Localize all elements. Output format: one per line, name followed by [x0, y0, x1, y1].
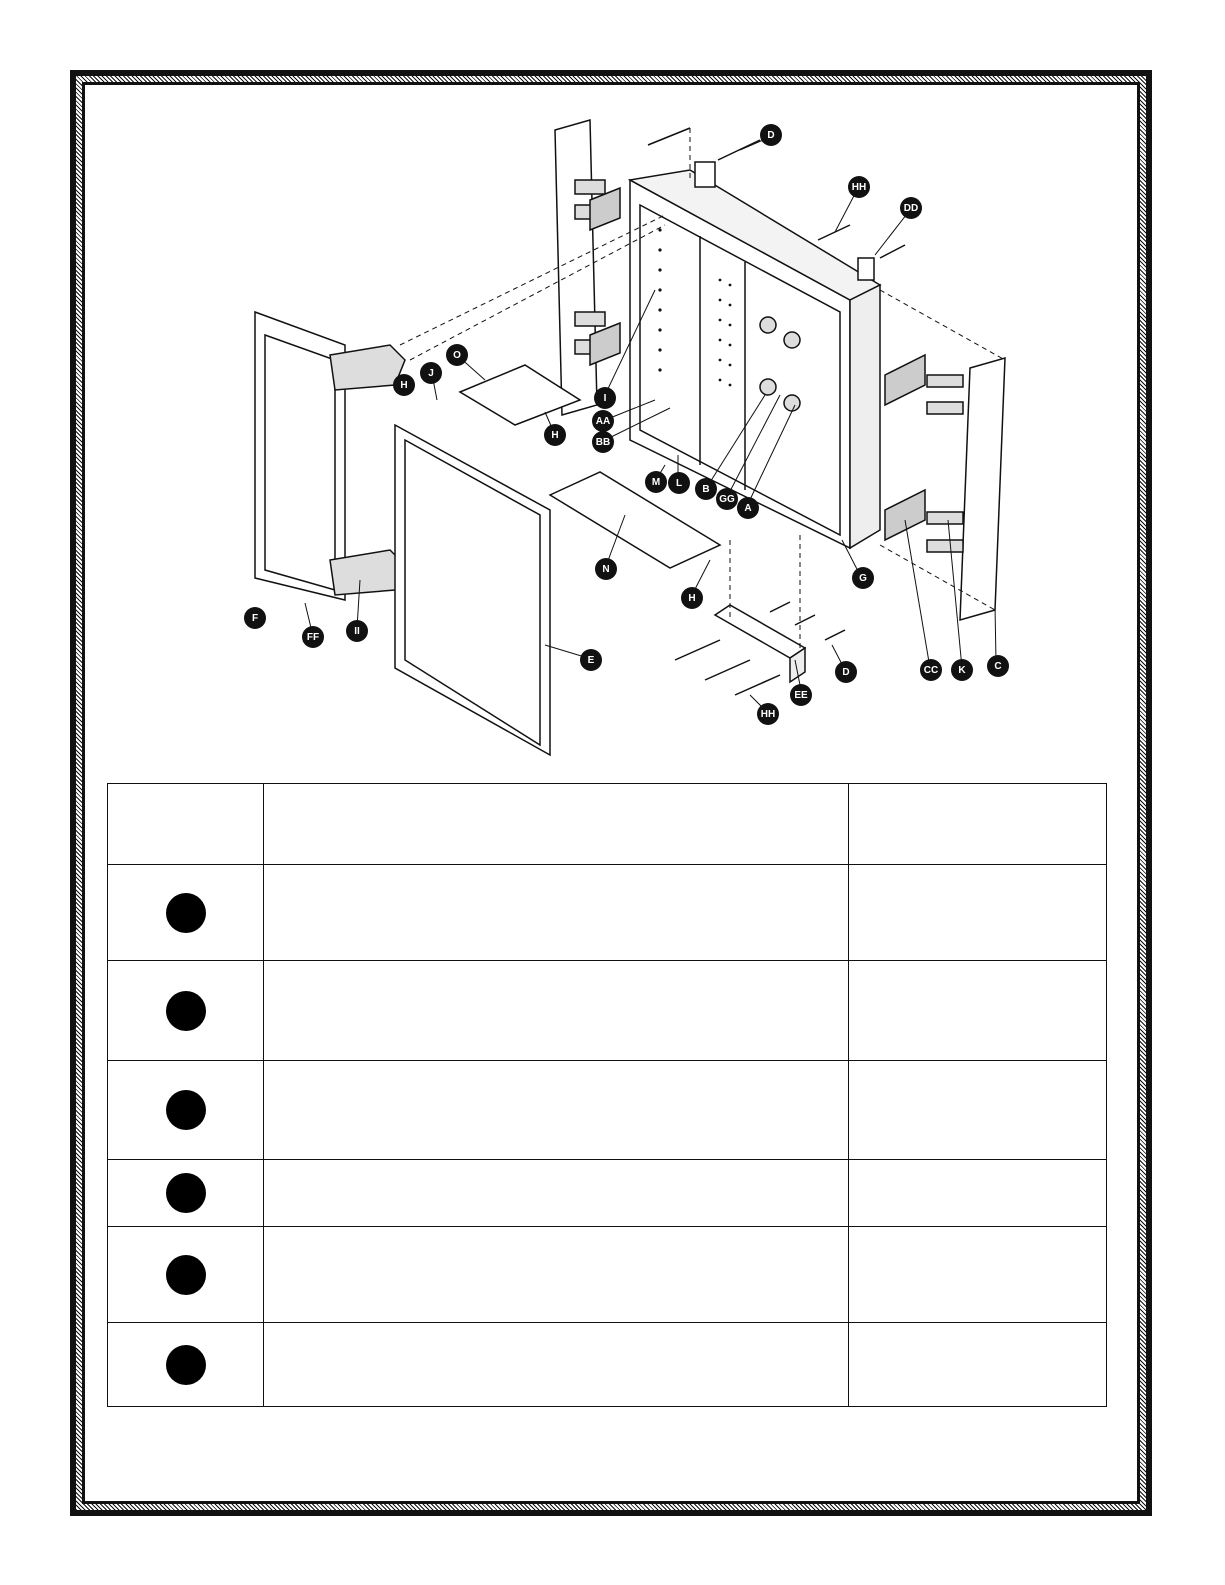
- callout-M: M: [645, 471, 667, 493]
- callout-D: D: [835, 661, 857, 683]
- callout-N: N: [595, 558, 617, 580]
- callout-BB: BB: [592, 431, 614, 453]
- mirror-door: [255, 312, 405, 600]
- header-key: [108, 784, 264, 865]
- callout-L: L: [668, 472, 690, 494]
- part-quantity: [849, 961, 1107, 1061]
- part-quantity: [849, 1160, 1107, 1227]
- bottom-bracket: [715, 605, 805, 682]
- table-row: [108, 865, 1107, 961]
- callout-G: G: [852, 567, 874, 589]
- callout-J: J: [420, 362, 442, 384]
- callout-B: B: [695, 478, 717, 500]
- left-side-panel: [555, 120, 620, 415]
- part-quantity: [849, 865, 1107, 961]
- callout-I: I: [594, 387, 616, 409]
- callout-EE: EE: [790, 684, 812, 706]
- part-marker-icon: [166, 1090, 206, 1130]
- callout-F: F: [244, 607, 266, 629]
- part-quantity: [849, 1061, 1107, 1160]
- callout-H: H: [681, 587, 703, 609]
- part-quantity: [849, 1227, 1107, 1323]
- part-key-cell: [108, 1227, 264, 1323]
- part-marker-icon: [166, 991, 206, 1031]
- part-marker-icon: [166, 1173, 206, 1213]
- callout-C: C: [987, 655, 1009, 677]
- callout-GG: GG: [716, 488, 738, 510]
- right-side-panel: [885, 355, 1005, 620]
- header-description: [264, 784, 849, 865]
- part-marker-icon: [166, 1255, 206, 1295]
- callout-DD: DD: [900, 197, 922, 219]
- part-description: [264, 1323, 849, 1407]
- part-key-cell: [108, 1160, 264, 1227]
- part-key-cell: [108, 865, 264, 961]
- part-description: [264, 961, 849, 1061]
- callout-FF: FF: [302, 626, 324, 648]
- part-key-cell: [108, 1323, 264, 1407]
- callout-AA: AA: [592, 410, 614, 432]
- callout-A: A: [737, 497, 759, 519]
- table-row: [108, 1323, 1107, 1407]
- callout-HH: HH: [848, 176, 870, 198]
- callout-K: K: [951, 659, 973, 681]
- callout-H: H: [544, 424, 566, 446]
- part-marker-icon: [166, 893, 206, 933]
- table-row: [108, 961, 1107, 1061]
- callout-H: H: [393, 374, 415, 396]
- table-row: [108, 1227, 1107, 1323]
- part-description: [264, 1160, 849, 1227]
- table-row: [108, 1160, 1107, 1227]
- callout-D: D: [760, 124, 782, 146]
- callout-E: E: [580, 649, 602, 671]
- part-key-cell: [108, 961, 264, 1061]
- part-key-cell: [108, 1061, 264, 1160]
- header-quantity: [849, 784, 1107, 865]
- part-quantity: [849, 1323, 1107, 1407]
- callout-HH: HH: [757, 703, 779, 725]
- table-header-row: [108, 784, 1107, 865]
- table-row: [108, 1061, 1107, 1160]
- front-mirror: [395, 425, 550, 755]
- parts-table: [107, 783, 1107, 1407]
- part-description: [264, 1061, 849, 1160]
- part-marker-icon: [166, 1345, 206, 1385]
- part-description: [264, 865, 849, 961]
- callout-CC: CC: [920, 659, 942, 681]
- callout-II: II: [346, 620, 368, 642]
- callout-O: O: [446, 344, 468, 366]
- part-description: [264, 1227, 849, 1323]
